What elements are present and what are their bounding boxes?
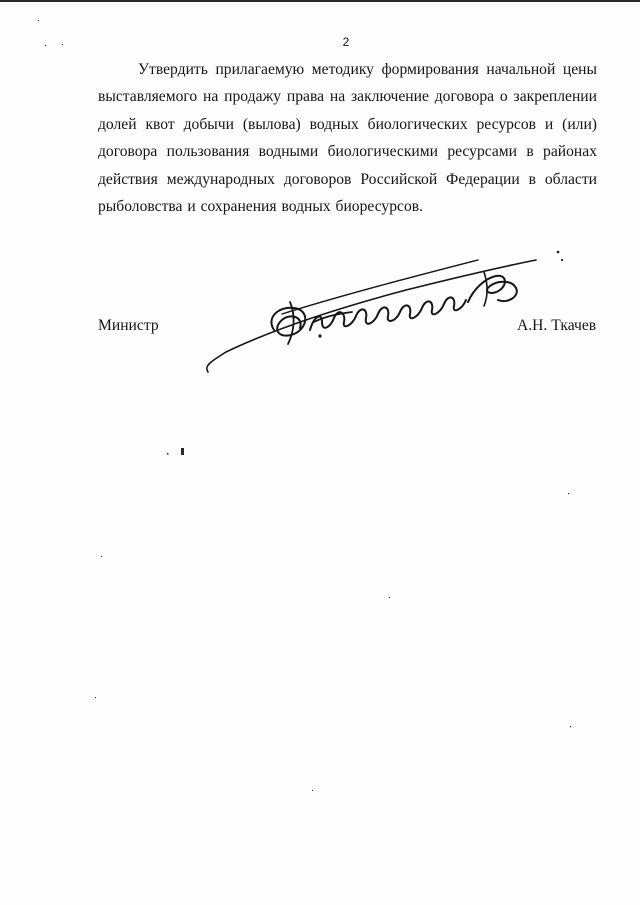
scan-top-edge (0, 0, 640, 2)
decree-paragraph: Утвердить прилагаемую методику формирования начальной цены выставляемого на продажу права на заключение договора о закреплении долей квот добычи (вылова) водных биологических ресурсов и (или) договора пользования водными биологическими ресурсами в районах действия международных договоров Российской Федерации в области рыболовства и сохранения водных биоресурсов. (98, 61, 597, 216)
signatory-title: Министр (98, 317, 159, 334)
handwritten-signature (196, 232, 576, 382)
signatory-name: А.Н. Ткачев (517, 317, 597, 334)
page-number: 2 (342, 35, 350, 49)
